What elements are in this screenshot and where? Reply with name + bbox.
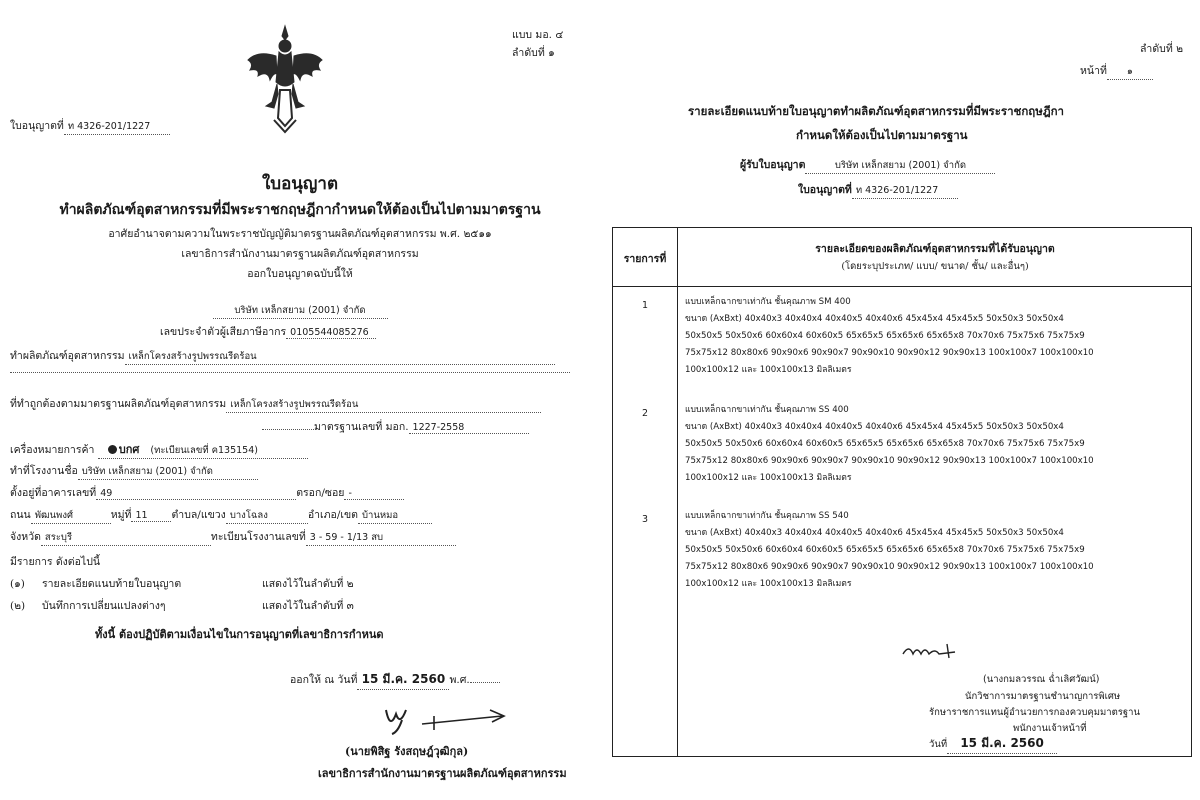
dotted-leader [262, 429, 314, 430]
tax-id-label: เลขประจำตัวผู้เสียภาษีอากร [160, 326, 287, 338]
table-row-detail: แบบเหล็กฉากขาเท่ากัน ชั้นคุณภาพ SS 540 ขนาด (AxBxt) 40x40x3 40x40x4 40x40x5 40x40x6 45x45x4 45x45x5 50x50x3 50x50x4 50x50x5 50x50x6 60x60x4 60x60x5 65x65x5 65x65x6 65x65x8 70x70x6 75x75x6 75x75x9 75x75x12 80x80x6 90x90x6 90x90x7 90x90x10 90x90x12 90x90x13 100x100x7 100x100x10 100x100x12 และ 100x100x13 มิลลิเมตร [685, 511, 1094, 589]
province: สระบุรี [41, 530, 211, 546]
factory-registration: 3 - 59 - 1/13 สบ [306, 530, 456, 546]
factory-registration-label: ทะเบียนโรงงานเลขที่ [210, 531, 306, 543]
subdistrict: บางโฉลง [226, 508, 308, 524]
document-title: ใบอนุญาต [262, 174, 338, 194]
tax-id: 0105544085276 [286, 327, 376, 339]
company-row [0, 298, 600, 319]
page-number-row [1080, 62, 1153, 80]
factory-name-label: ทำที่โรงงานชื่อ [10, 465, 78, 477]
item-2-reference: แสดงไว้ในลำดับที่ ๓ [262, 600, 354, 612]
province-row [10, 528, 456, 546]
alley-label: ตรอก/ซอย [296, 487, 345, 499]
standard-product: เหล็กโครงสร้างรูปพรรณรีดร้อน [226, 397, 541, 413]
table-row-number: 3 [641, 514, 649, 525]
officer-title-3: พนักงานเจ้าหน้าที่ [1013, 723, 1087, 734]
signer-title: เลขาธิการสำนักงานมาตรฐานผลิตภัณฑ์อุตสาหกรรม [318, 767, 567, 780]
officer-name: (นางกมลวรรณ ฉ่ำเลิศวัฒน์) [983, 674, 1100, 685]
standard-product-label: ที่ทำถูกต้องตามมาตรฐานผลิตภัณฑ์อุตสาหกรรม [10, 398, 227, 410]
standard-product-row [10, 395, 541, 413]
authority-line-2: เลขาธิการสำนักงานมาตรฐานผลิตภัณฑ์อุตสาหกรรม [181, 248, 419, 260]
era-label: พ.ศ. [449, 674, 470, 686]
table-column-divider [677, 228, 678, 756]
company-name: บริษัท เหล็กสยาม (2001) จำกัด [213, 303, 388, 319]
items-intro: มีรายการ ดังต่อไปนี้ [10, 556, 101, 568]
province-label: จังหวัด [10, 531, 41, 543]
trademark-field [98, 440, 308, 459]
standard-number-label: มาตรฐานเลขที่ มอก. [314, 421, 409, 433]
officer-date: 15 มี.ค. 2560 [947, 734, 1057, 754]
garuda-emblem-icon [244, 22, 326, 134]
form-code: แบบ มอ. ๔ [512, 29, 564, 41]
district-label: อำเภอ/เขต [307, 509, 358, 521]
signature-icon [378, 700, 518, 736]
document-subtitle: ทำผลิตภัณฑ์อุตสาหกรรมที่มีพระราชกฤษฎีกากำหนดให้ต้องเป็นไปตามมาตรฐาน [59, 202, 541, 218]
condition-statement: ทั้งนี้ ต้องปฏิบัติตามเงื่อนไขในการอนุญาตที่เลขาธิการกำหนด [95, 628, 384, 641]
officer-date-row [929, 734, 1057, 754]
subdistrict-label: ตำบล/แขวง [171, 509, 226, 521]
road-row [10, 506, 432, 524]
issue-date: 15 มี.ค. 2560 [357, 670, 449, 690]
building-row [10, 484, 404, 501]
attachment-license-label: ใบอนุญาตที่ [798, 184, 852, 196]
moo-label: หมู่ที่ [110, 509, 132, 521]
road: พัฒนพงศ์ [31, 508, 111, 524]
item-1-text: รายละเอียดแนบท้ายใบอนุญาต [42, 578, 182, 590]
attachment-license-number: ท 4326-201/1227 [852, 183, 958, 199]
trademark-registration: (ทะเบียนเลขที่ ค135154) [150, 445, 258, 456]
table-row-number: 1 [641, 300, 649, 311]
officer-date-label: วันที่ [929, 739, 948, 750]
factory-name: บริษัท เหล็กสยาม (2001) จำกัด [78, 464, 258, 480]
building-number-label: ตั้งอยู่ที่อาคารเลขที่ [10, 487, 97, 499]
item-1-reference: แสดงไว้ในลำดับที่ ๒ [262, 578, 354, 590]
road-label: ถนน [10, 509, 31, 521]
page-number-label: หน้าที่ [1080, 65, 1107, 77]
blank-line [10, 372, 570, 373]
table-row-detail: แบบเหล็กฉากขาเท่ากัน ชั้นคุณภาพ SM 400 ขนาด (AxBxt) 40x40x3 40x40x4 40x40x5 40x40x6 45x45x4 45x45x5 50x50x3 50x50x4 50x50x5 50x50x6 60x60x4 60x60x5 65x65x5 65x65x6 65x65x8 70x70x6 75x75x6 75x75x9 75x75x12 80x80x6 90x90x6 90x90x7 90x90x10 90x90x12 90x90x13 100x100x7 100x100x10 100x100x12 และ 100x100x13 มิลลิเมตร [685, 297, 1094, 375]
product-row [10, 347, 555, 365]
product-name: เหล็กโครงสร้างรูปพรรณรีดร้อน [125, 349, 555, 365]
building-number: 49 [96, 488, 296, 500]
standard-number-row [262, 418, 529, 435]
table-row-detail: แบบเหล็กฉากขาเท่ากัน ชั้นคุณภาพ SS 400 ขนาด (AxBxt) 40x40x3 40x40x4 40x40x5 40x40x6 45x45x4 45x45x5 50x50x3 50x50x4 50x50x5 50x50x6 60x60x4 60x60x5 65x65x5 65x65x6 65x65x8 70x70x6 75x75x6 75x75x9 75x75x12 80x80x6 90x90x6 90x90x7 90x90x10 90x90x12 90x90x13 100x100x7 100x100x10 100x100x12 และ 100x100x13 มิลลิเมตร [685, 405, 1094, 483]
district: บ้านหมอ [358, 508, 432, 524]
licensee-row [740, 156, 995, 174]
officer-title-1: นักวิชาการมาตรฐานชำนาญการพิเศษ [965, 691, 1121, 702]
table-header-detail-note: (โดยระบุประเภท/ แบบ/ ขนาด/ ชั้น/ และอื่นๆ) [841, 261, 1029, 272]
license-number-row [10, 117, 170, 135]
authority-line-3: ออกใบอนุญาตฉบับนี้ให้ [247, 268, 353, 280]
product-detail-table [612, 227, 1192, 757]
attachment-title-line-2: กำหนดให้ต้องเป็นไปตามมาตรฐาน [796, 128, 968, 142]
table-row-number: 2 [641, 408, 649, 419]
license-number-label: ใบอนุญาตที่ [10, 120, 64, 132]
licensee-name: บริษัท เหล็กสยาม (2001) จำกัด [805, 158, 995, 174]
table-header-detail: รายละเอียดของผลิตภัณฑ์อุตสาหกรรมที่ได้รับอนุญาต [815, 243, 1055, 255]
trademark-label: เครื่องหมายการค้า [10, 444, 95, 456]
item-1-number: (๑) [10, 578, 25, 590]
table-header-item-number: รายการที่ [623, 253, 667, 265]
attachment-title-line-1: รายละเอียดแนบท้ายใบอนุญาตทำผลิตภัณฑ์อุตสาหกรรมที่มีพระราชกฤษฎีกา [688, 104, 1064, 118]
attachment-license-row [798, 181, 958, 199]
authority-line-1: อาศัยอำนาจตามความในพระราชบัญญัติมาตรฐานผลิตภัณฑ์อุตสาหกรรม พ.ศ. ๒๕๑๑ [108, 228, 492, 240]
trademark-name: บกศ [118, 443, 140, 456]
table-header-divider [613, 286, 1191, 287]
issue-date-row [290, 670, 500, 690]
standard-number: 1227-2558 [409, 422, 529, 434]
officer-title-2: รักษาราชการแทนผู้อำนวยการกองควบคุมมาตรฐาน [929, 707, 1140, 718]
officer-signature-icon [899, 640, 963, 662]
page-order: ลำดับที่ ๑ [512, 47, 555, 59]
moo: 11 [131, 510, 171, 522]
page-order: ลำดับที่ ๒ [1140, 43, 1183, 55]
trademark-row [10, 440, 308, 459]
item-2-text: บันทึกการเปลี่ยนแปลงต่างๆ [42, 600, 166, 612]
alley: - [344, 488, 404, 500]
product-label: ทำผลิตภัณฑ์อุตสาหกรรม [10, 350, 125, 362]
item-2-number: (๒) [10, 600, 26, 612]
licensee-label: ผู้รับใบอนุญาต [740, 159, 806, 171]
license-number: ท 4326-201/1227 [64, 119, 170, 135]
tax-id-row [160, 323, 376, 340]
issue-date-label: ออกให้ ณ วันที่ [290, 674, 358, 686]
page-number: ๑ [1107, 64, 1153, 80]
factory-name-row [10, 462, 258, 480]
dotted-leader [470, 682, 500, 683]
signer-name: (นายพิสิฐ รังสฤษฎ์วุฒิกุล) [345, 745, 469, 758]
trademark-logo-icon [108, 445, 117, 454]
